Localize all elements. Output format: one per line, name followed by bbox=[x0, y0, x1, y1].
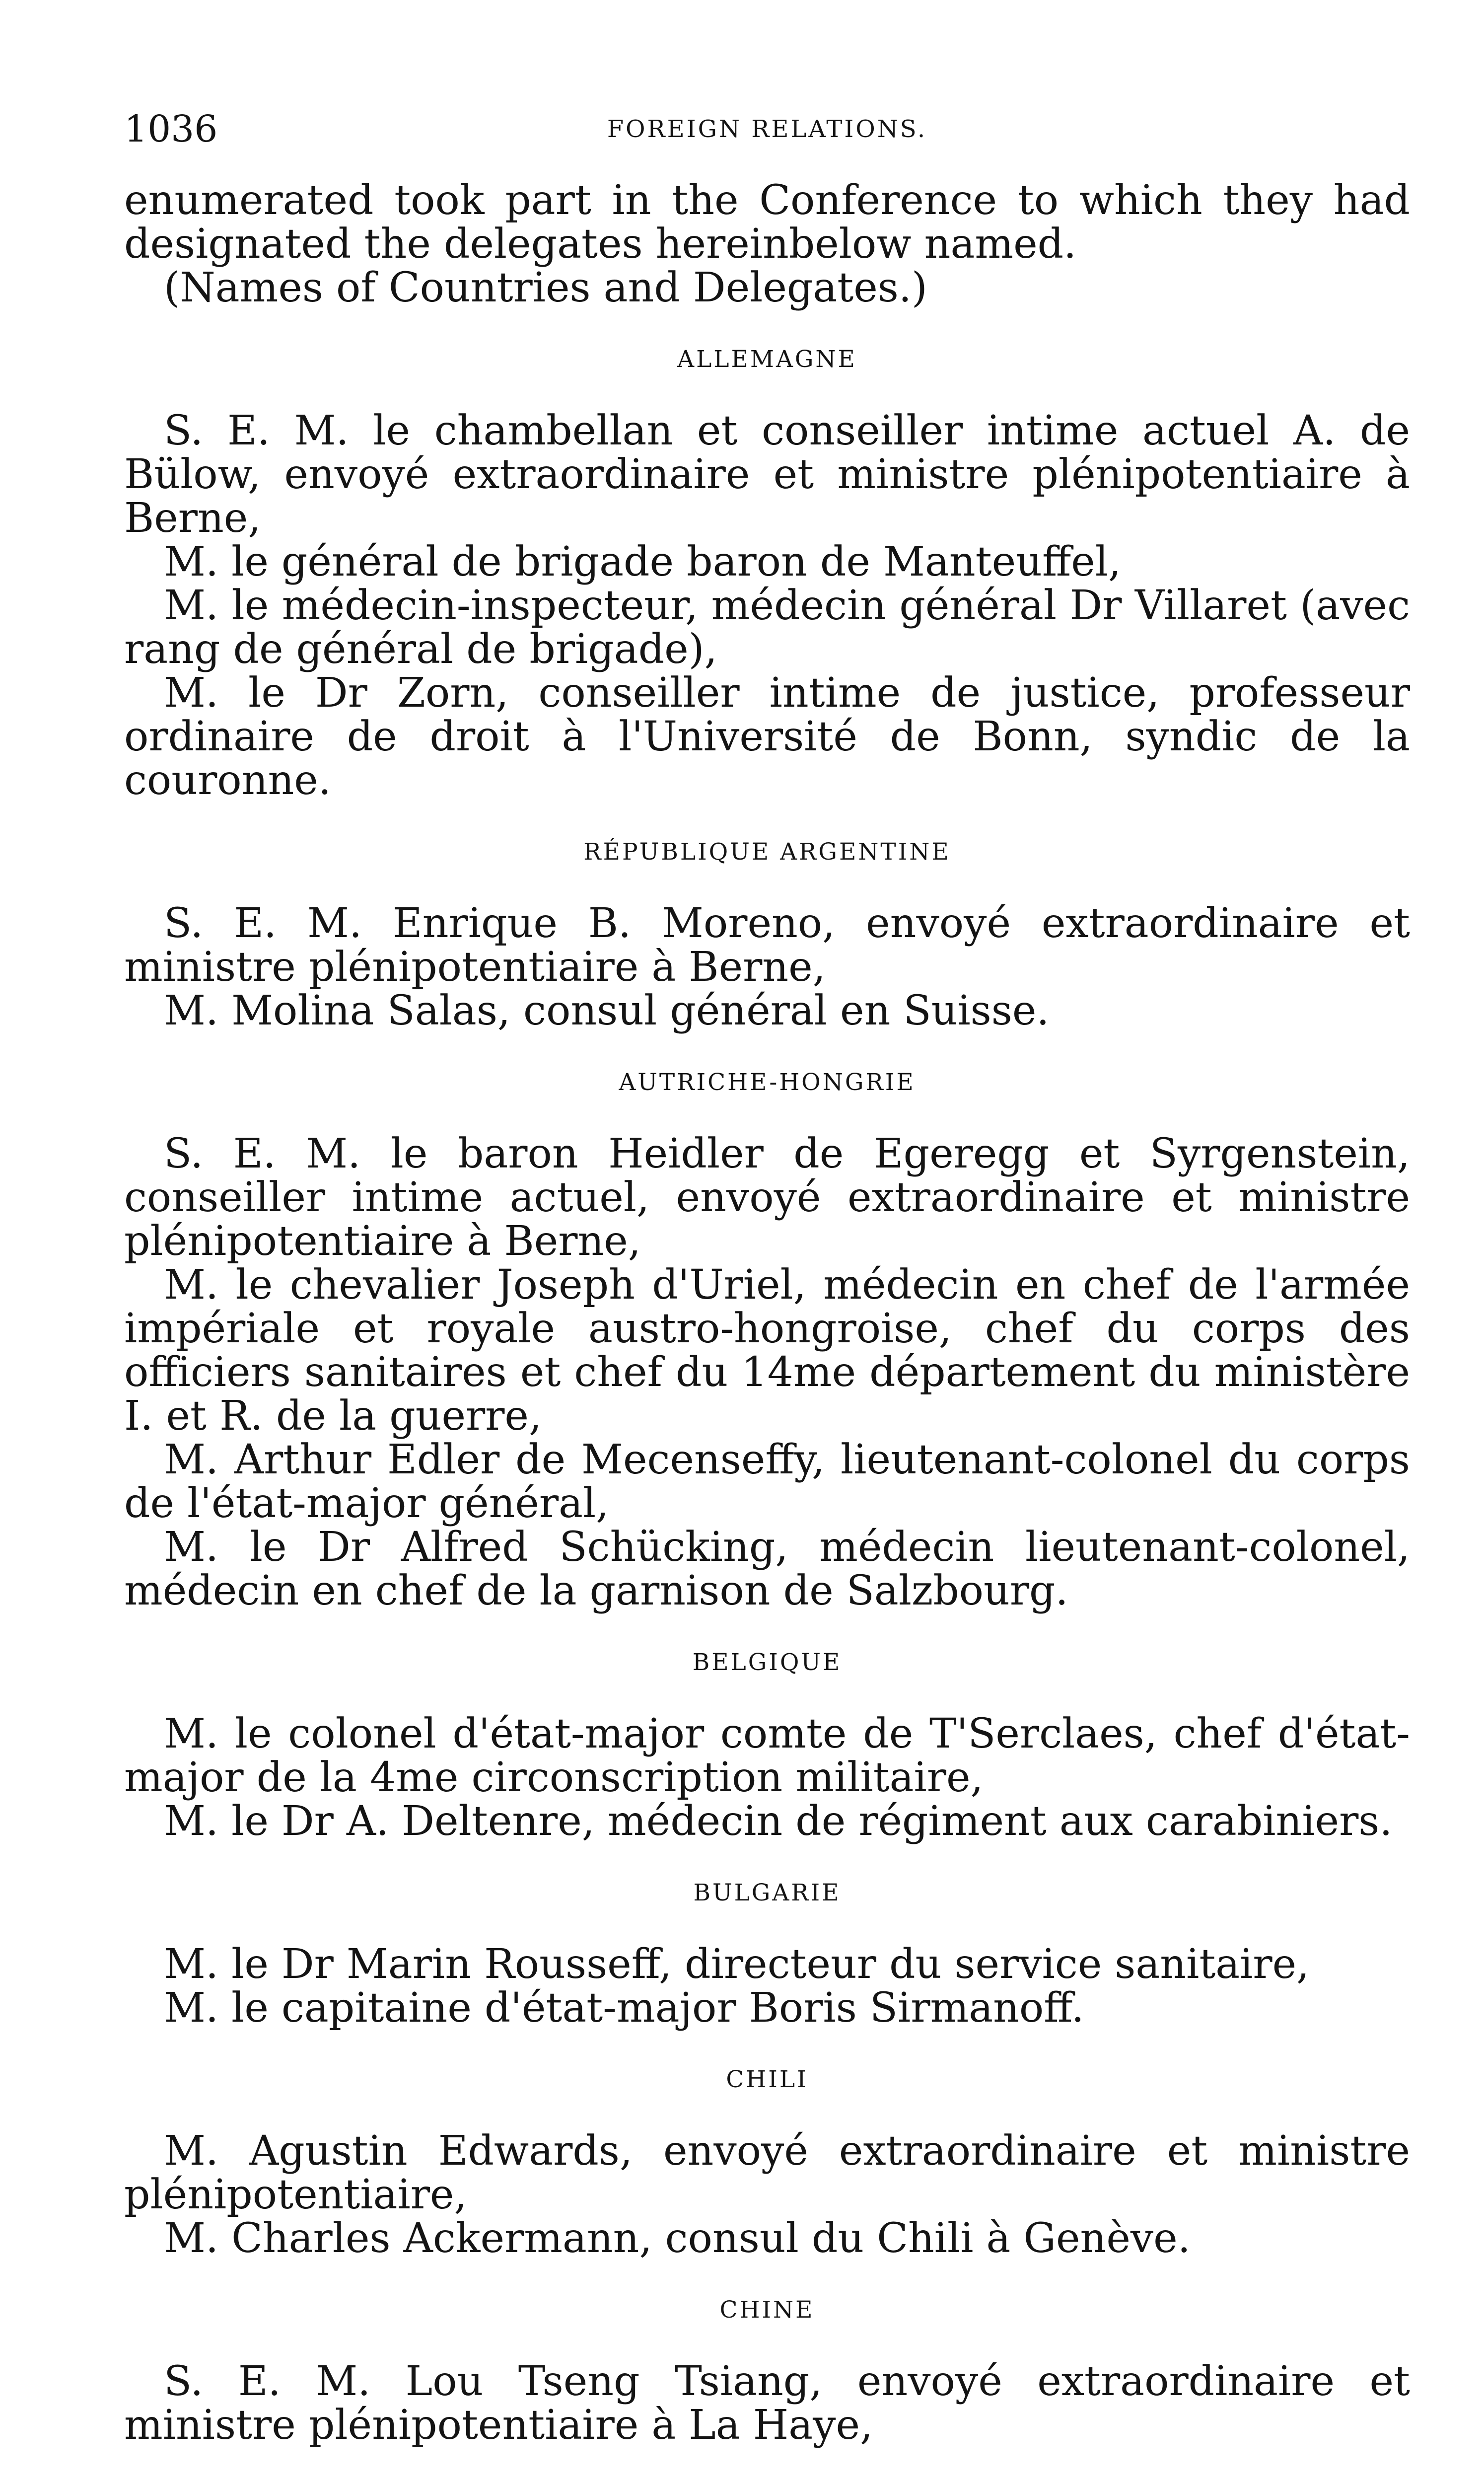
delegate-entry: M. le médecin-inspecteur, médecin général Dr Villaret (avec rang de général de brigade), bbox=[124, 582, 1410, 673]
delegate-entry: M. le général de brigade baron de Manteuffel, bbox=[164, 538, 1122, 585]
section-heading: RÉPUBLIQUE ARGENTINE bbox=[583, 838, 951, 866]
delegate-entry: S. E. M. le baron Heidler de Egeregg et Syrgenstein, conseiller intime actuel, envoyé extraordinaire et ministre plénipotentiaire à Berne, bbox=[124, 1130, 1410, 1265]
delegate-entry: S. E. M. Enrique B. Moreno, envoyé extraordinaire et ministre plénipotentiaire à Berne, bbox=[124, 900, 1410, 991]
delegate-entry: M. le Dr Alfred Schücking, médecin lieutenant-colonel, médecin en chef de la garnison de Salzbourg. bbox=[124, 1524, 1410, 1614]
section-belgique bbox=[124, 1643, 1410, 1843]
section-heading: BULGARIE bbox=[693, 1879, 841, 1906]
section-heading: ALLEMAGNE bbox=[677, 346, 857, 373]
intro-paragraph: enumerated took part in the Conference to which they had designated the delegates hereinbelow named. bbox=[124, 177, 1410, 268]
delegate-entry: M. Agustin Edwards, envoyé extraordinaire et ministre plénipotentiaire, bbox=[124, 2127, 1410, 2218]
section-heading: CHILI bbox=[726, 2066, 808, 2093]
section-chili bbox=[124, 2060, 1410, 2261]
section-argentine bbox=[124, 832, 1410, 1033]
delegate-entry: M. le Dr A. Deltenre, médecin de régiment aux carabiniers. bbox=[164, 1798, 1393, 1845]
section-bulgarie bbox=[124, 1873, 1410, 2030]
running-title: FOREIGN RELATIONS. bbox=[607, 115, 927, 143]
delegate-entry: S. E. M. le chambellan et conseiller intime actuel A. de Bülow, envoyé extraordinaire et ministre plénipotentiaire à Berne, bbox=[124, 407, 1410, 542]
delegate-entry: M. Charles Ackermann, consul du Chili à Genève. bbox=[164, 2215, 1191, 2262]
section-heading: AUTRICHE-HONGRIE bbox=[619, 1069, 916, 1096]
section-heading: CHINE bbox=[719, 2296, 815, 2324]
delegate-entry: M. Molina Salas, consul général en Suisse. bbox=[164, 987, 1050, 1034]
delegate-entry: M. le chevalier Joseph d'Uriel, médecin en chef de l'armée impériale et royale austro-hongroise, chef du corps des officiers sanitaires et chef du 14me département du ministère I. et R. de la guerre, bbox=[124, 1261, 1410, 1440]
section-heading: BELGIQUE bbox=[692, 1649, 842, 1676]
page-body bbox=[124, 179, 1410, 2447]
delegate-entry: S. E. M. Lou Tseng Tsiang, envoyé extraordinaire et ministre plénipotentiaire à La Haye, bbox=[124, 2358, 1410, 2449]
delegate-entry: M. le colonel d'état-major comte de T'Serclaes, chef d'état-major de la 4me circonscription militaire, bbox=[124, 1710, 1410, 1801]
page-number: 1036 bbox=[124, 108, 218, 150]
delegate-entry: M. Arthur Edler de Mecenseffy, lieutenant-colonel du corps de l'état-major général, bbox=[124, 1436, 1410, 1527]
delegate-entry: M. le capitaine d'état-major Boris Sirmanoff. bbox=[164, 1984, 1084, 2032]
page-header bbox=[124, 102, 1410, 156]
section-allemagne bbox=[124, 340, 1410, 803]
intro-note: (Names of Countries and Delegates.) bbox=[164, 264, 927, 311]
delegate-entry: M. le Dr Marin Rousseff, directeur du service sanitaire, bbox=[164, 1941, 1310, 1988]
delegate-entry: M. le Dr Zorn, conseiller intime de justice, professeur ordinaire de droit à l'Université de Bonn, syndic de la couronne. bbox=[124, 669, 1410, 804]
section-autriche-hongrie bbox=[124, 1063, 1410, 1613]
section-chine bbox=[124, 2290, 1410, 2447]
